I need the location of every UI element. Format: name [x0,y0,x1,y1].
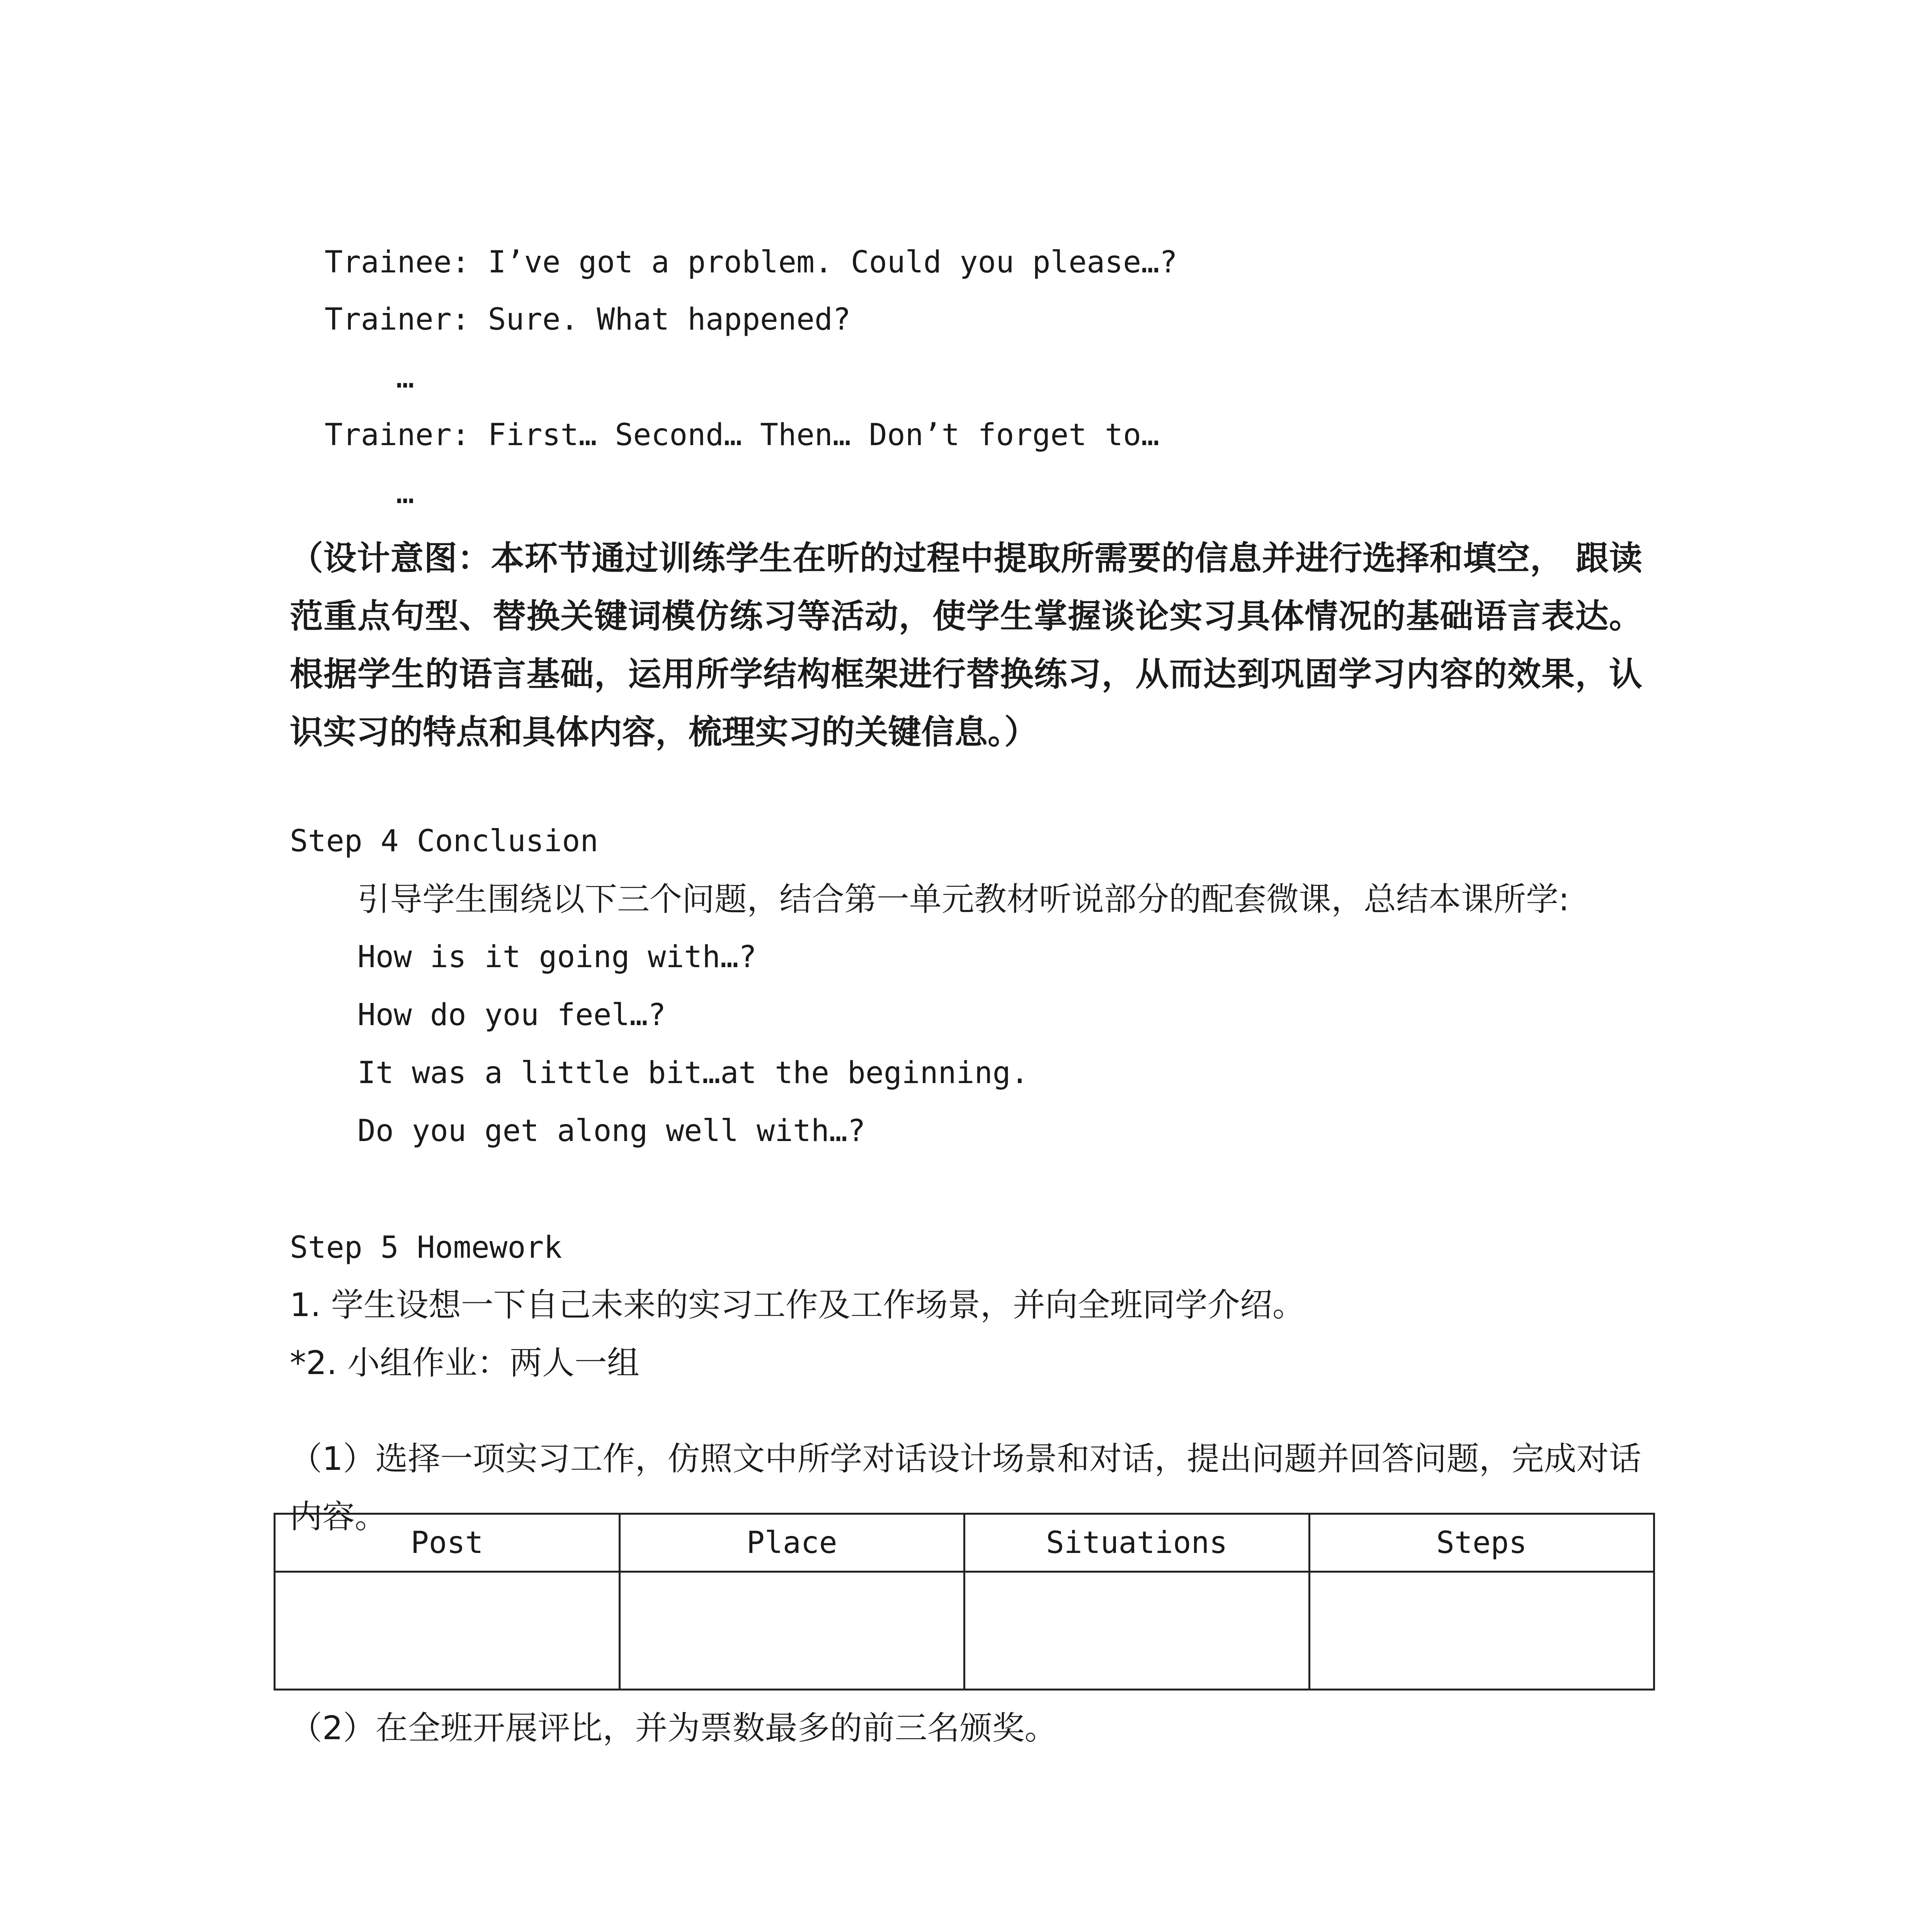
table-row [275,1572,1654,1690]
dialogue-ellipsis-2: … [396,476,414,510]
step4-heading: Step 4 Conclusion [290,824,599,859]
dialogue-line-trainee: Trainee: I’ve got a problem. Could you please…? [325,245,1178,280]
step4-question-4: Do you get along well with…? [357,1114,866,1148]
step5-item-1: 1. 学生设想一下自己未来的实习工作及工作场景，并向全班同学介绍。 [290,1286,1305,1324]
step4-intro: 引导学生围绕以下三个问题，结合第一单元教材听说部分的配套微课，总结本课所学: [357,880,1570,918]
design-intent-note: （设计意图：本环节通过训练学生在听的过程中提取所需要的信息并进行选择和填空， 跟读范重点句型、替换关键词模仿练习等活动，使学生掌握谈论实习具体情况的基础语言表达。根据学生的语言基础，运用所学结构框架进行替换练习，从而达到巩固学习内容的效果，认识实习的特点和具体内容，梳理实习的关键信息。） [290,539,1642,752]
step5-heading: Step 5 Homework [290,1230,562,1265]
table-header-situations: Situations [964,1514,1310,1572]
table-cell-post [275,1572,620,1690]
dialogue-line-trainer-1: Trainer: Sure. What happened? [325,302,851,337]
table-header-post: Post [275,1514,620,1572]
step5-sub-2: （2）在全班开展评比，并为票数最多的前三名颁奖。 [290,1709,1057,1747]
dialogue-ellipsis-1: … [396,360,414,395]
table-header-row [275,1514,1654,1572]
step4-question-1: How is it going with…? [357,940,757,975]
dialogue-line-trainer-2: Trainer: First… Second… Then… Don’t forget to… [325,418,1160,452]
table-header-place: Place [619,1514,964,1572]
homework-table [274,1513,1655,1690]
table-cell-situations [964,1572,1310,1690]
step4-question-2: How do you feel…? [357,998,666,1032]
step5-sub-1: （1）选择一项实习工作，仿照文中所学对话设计场景和对话，提出问题并回答问题，完成对话内容。 [290,1440,1641,1536]
step4-question-3: It was a little bit…at the beginning. [357,1056,1029,1090]
table-cell-steps [1309,1572,1654,1690]
step5-item-2: *2. 小组作业：两人一组 [290,1344,640,1382]
table-cell-place [619,1572,964,1690]
table-header-steps: Steps [1309,1514,1654,1572]
